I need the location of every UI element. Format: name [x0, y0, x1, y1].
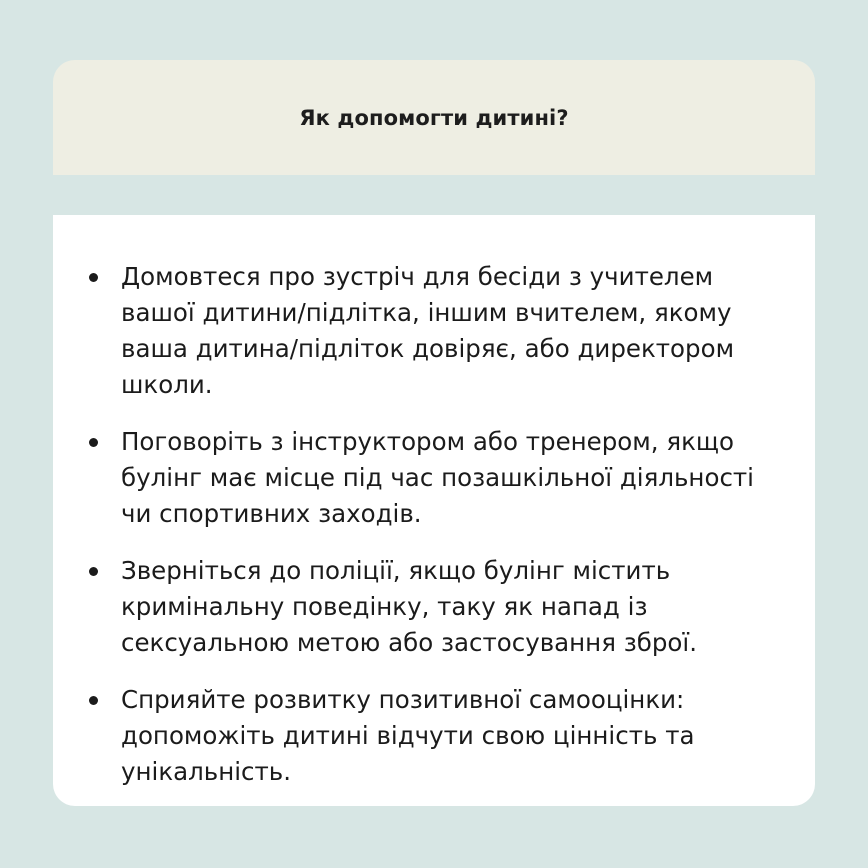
tips-list — [87, 259, 785, 790]
bullet-icon — [89, 438, 98, 447]
list-item — [87, 553, 785, 661]
bullet-icon — [89, 696, 98, 705]
list-item — [87, 424, 785, 532]
content-card — [53, 215, 815, 806]
page-title: Як допомогти дитині? — [299, 105, 569, 130]
list-item-text: Домовтеся про зустріч для бесіди з учителем вашої дитини/підлітка, іншим вчителем, якому ваша дитина/підліток довіряє, або директором школи. — [121, 262, 735, 399]
list-item — [87, 682, 785, 790]
list-item-text: Поговоріть з інструктором або тренером, якщо булінг має місце під час позашкільної діяльності чи спортивних заходів. — [121, 427, 754, 528]
list-item-text: Зверніться до поліції, якщо булінг містить кримінальну поведінку, таку як напад із сексуальною метою або застосування зброї. — [121, 556, 698, 657]
list-item-text: Сприяйте розвитку позитивної самооцінки: допоможіть дитині відчути свою цінність та унікальність. — [121, 685, 695, 786]
header-card — [53, 60, 815, 175]
bullet-icon — [89, 567, 98, 576]
list-item — [87, 259, 785, 403]
bullet-icon — [89, 273, 98, 282]
